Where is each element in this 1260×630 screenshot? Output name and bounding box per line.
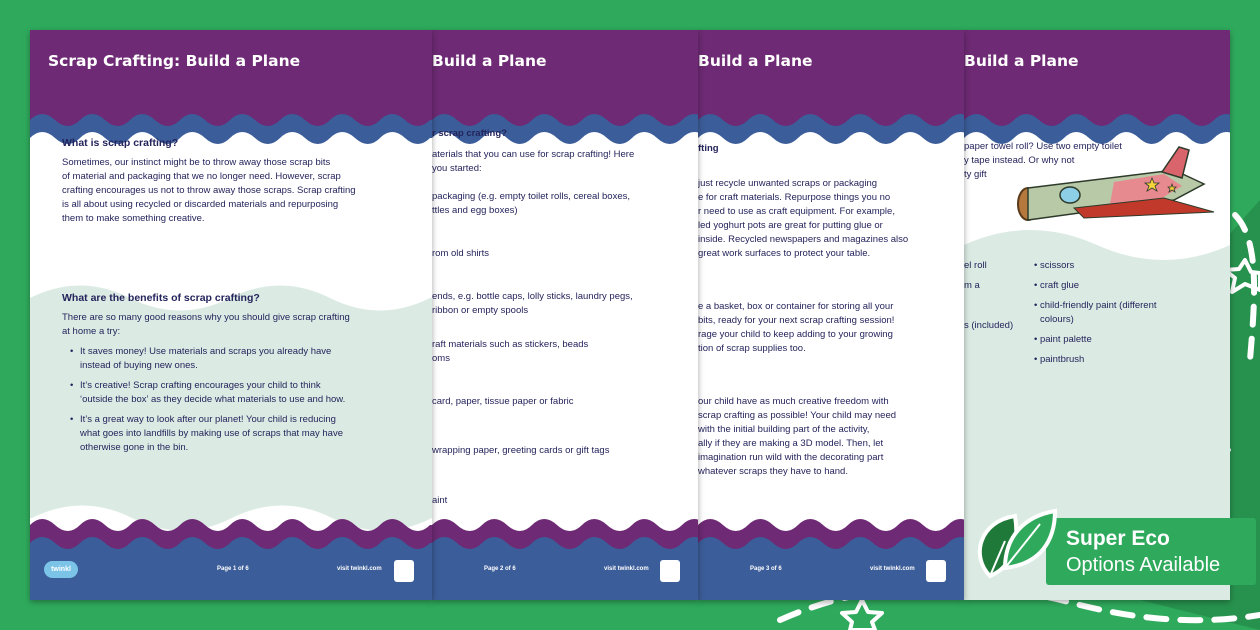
text-block: aint [432,495,448,506]
eco-badge-title: Super Eco [1066,527,1170,550]
page-title: Build a Plane [432,52,547,70]
text-line: of material and packaging that we no longer need. However, scrap [62,171,341,182]
page-title: Build a Plane [698,52,813,70]
text-block: wrapping paper, greeting cards or gift tags [432,445,610,456]
text-line: at home a try: [62,326,121,337]
footer-url: visit twinkl.com [604,566,649,572]
award-badge-icon [660,560,680,582]
text-block: aterials that you can use for scrap crafting! Here you started: [432,149,635,174]
page-header [30,30,432,148]
page-3 [698,30,964,600]
list-item [80,413,417,455]
list-item: • paintbrush [1034,354,1085,365]
section-heading: What is scrap crafting? [62,137,179,149]
text-block: just recycle unwanted scraps or packaging e for craft materials. Repurpose things you no r need to use as craft equipment. For example, led yoghurt pots are great for putting glue or inside. Recycled newspapers and magazines also great work surfaces to protect your table. [698,178,909,259]
equipment-list-right [1034,259,1164,373]
text-block: ends, e.g. bottle caps, lolly sticks, laundry pegs, ribbon or empty spools [432,291,633,316]
footer-url: visit twinkl.com [870,566,915,572]
text-line: There are so many good reasons why you should give scrap crafting [62,312,350,323]
footer-url: visit twinkl.com [337,566,382,572]
list-item: • paint palette [1034,334,1092,345]
eco-badge-subtitle: Options Available [1066,554,1221,576]
text-line: crafting encourages us not to throw away those scraps. Scrap crafting [62,185,356,196]
text-line: • It’s a great way to look after our planet! Your child is reducing [80,414,336,425]
text-line: is all about using recycled or discarded materials and repurposing [62,199,339,210]
text-line: • It’s creative! Scrap crafting encourages your child to think [80,380,321,391]
list-item [80,345,417,373]
award-badge-icon [394,560,414,582]
page-footer [432,515,698,600]
section-heading: r scrap crafting? [432,128,507,139]
section-benefits [62,291,417,461]
text-block: card, paper, tissue paper or fabric [432,396,574,407]
equipment-list-left: el roll m a s (included) [964,260,1014,331]
page-2 [432,30,698,600]
benefits-list [62,345,417,455]
text-line: otherwise gone in the bin. [80,442,189,453]
text-block: e a basket, box or container for storing all your bits, ready for your next scrap crafting session! rage your child to keep adding to your growing tion of scrap supplies too. [698,301,895,354]
super-eco-badge [1046,518,1256,585]
list-item: • scissors [1034,260,1075,271]
text-block: raft materials such as stickers, beads oms [432,339,589,364]
page-number: Page 2 of 6 [484,566,516,572]
section-what-is [62,136,412,226]
text-block: packaging (e.g. empty toilet rolls, cereal boxes, ttles and egg boxes) [432,191,631,216]
section-heading: What are the benefits of scrap crafting? [62,292,260,304]
page-header [964,30,1230,148]
text-line: them to make something creative. [62,213,205,224]
text-line: what goes into landfills by making use of scraps that may have [80,428,343,439]
page-footer [30,515,432,600]
list-item: • craft glue [1034,280,1080,291]
list-item: • child-friendly paint (different colours) [1034,300,1157,325]
text-block: our child have as much creative freedom with scrap crafting as possible! Your child may need with the initial building part of the activity, ally if they are making a 3D model. Then, let imagination run wild with the decorating part whatever scraps they have to hand. [698,396,897,477]
twinkl-logo: twinkl [44,561,78,578]
text-block: rom old shirts [432,248,490,259]
cardboard-plane-illustration [1014,142,1224,232]
award-badge-icon [926,560,946,582]
text-line: Sometimes, our instinct might be to throw away those scrap bits [62,157,331,168]
page-header [698,30,964,148]
section-heading: fting [698,143,719,154]
text-block: paper towel roll? Use two empty toilet y tape instead. Or why not ty gift [964,141,1122,180]
text-line: instead of buying new ones. [80,360,198,371]
page-footer [698,515,964,600]
list-item [80,379,417,407]
page-number: Page 1 of 6 [217,566,249,572]
text-line: ‘outside the box’ as they decide what materials to use and how. [80,394,346,405]
leaf-icon [960,496,1060,586]
page-number: Page 3 of 6 [750,566,782,572]
page-title: Scrap Crafting: Build a Plane [48,52,301,70]
page-1 [30,30,432,600]
text-line: • It saves money! Use materials and scraps you already have [80,346,332,357]
page-title: Build a Plane [964,52,1079,70]
